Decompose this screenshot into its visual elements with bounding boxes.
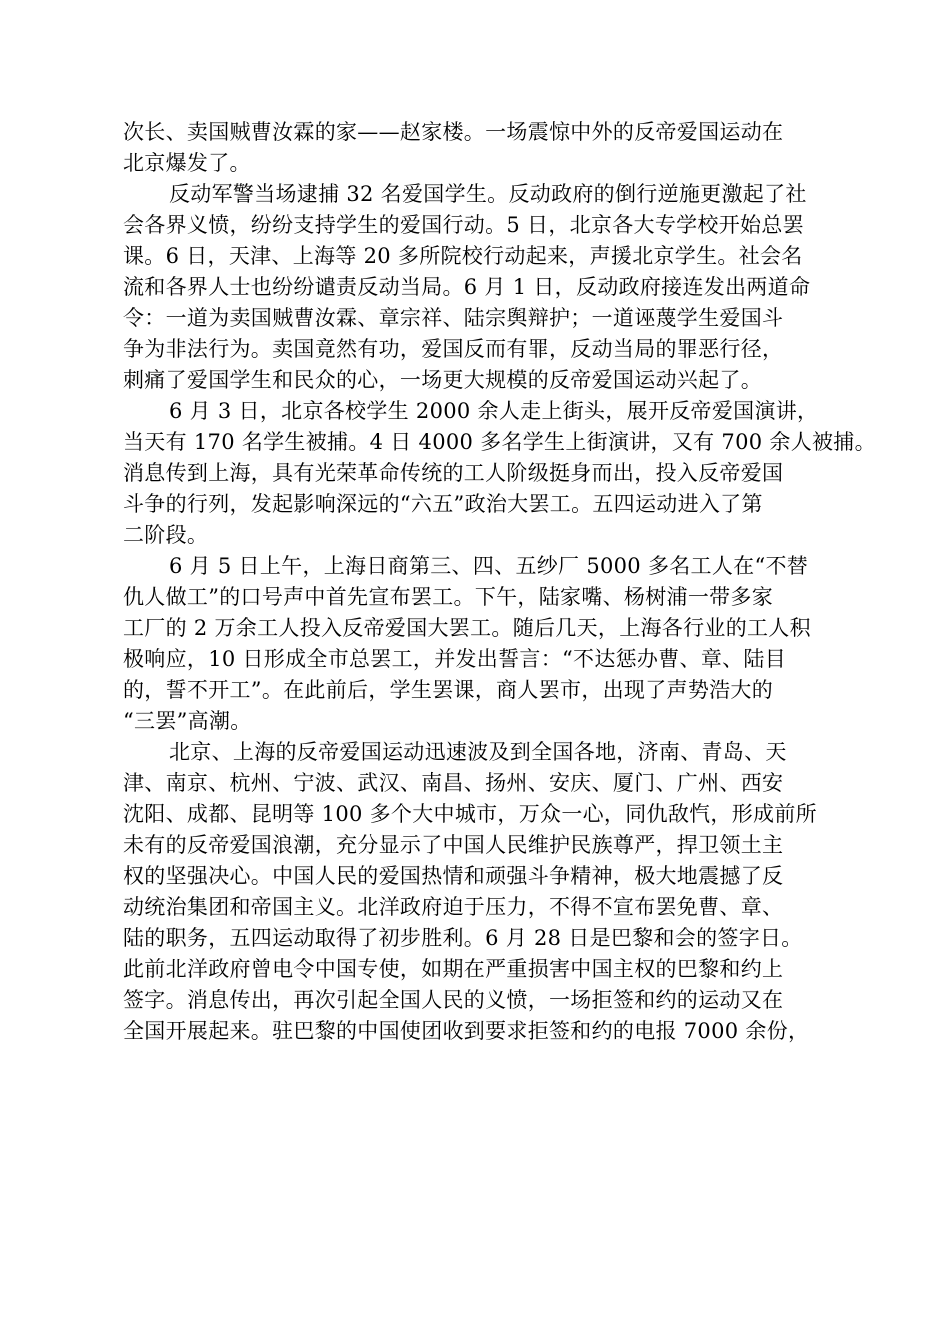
text-line: 流和各界人士也纷纷谴责反动当局。6 月 1 日，反动政府接连发出两道命 — [123, 275, 811, 299]
text-line: 反动军警当场逮捕 32 名爱国学生。反动政府的倒行逆施更激起了社 — [169, 182, 807, 206]
text-line: 津、南京、杭州、宁波、武汉、南昌、扬州、安庆、厦门、广州、西安 — [123, 771, 784, 795]
text-line: 令：一道为卖国贼曹汝霖、章宗祥、陆宗舆辩护；一道诬蔑学生爱国斗 — [123, 306, 784, 330]
text-line: 签字。消息传出，再次引起全国人民的义愤，一场拒签和约的运动又在 — [123, 988, 784, 1012]
text-line: 北京、上海的反帝爱国运动迅速波及到全国各地，济南、青岛、天 — [169, 740, 787, 764]
text-line: 此前北洋政府曾电令中国专使，如期在严重损害中国主权的巴黎和约上 — [123, 957, 784, 981]
text-line: 课。6 日，天津、上海等 20 多所院校行动起来，声援北京学生。社会名 — [123, 244, 803, 268]
text-line: 二阶段。 — [123, 523, 209, 547]
text-line: 未有的反帝爱国浪潮，充分显示了中国人民维护民族尊严，捍卫领土主 — [123, 833, 784, 857]
text-line: 当天有 170 名学生被捕。4 日 4000 多名学生上街演讲，又有 700 余人被捕。 — [123, 430, 876, 454]
body-text — [123, 117, 876, 1047]
text-line: 工厂的 2 万余工人投入反帝爱国大罢工。随后几天，上海各行业的工人积 — [123, 616, 811, 640]
text-line: 会各界义愤，纷纷支持学生的爱国行动。5 日，北京各大专学校开始总罢 — [123, 213, 804, 237]
text-line: 北京爆发了。 — [123, 151, 251, 175]
text-line: 权的坚强决心。中国人民的爱国热情和顽强斗争精神，极大地震撼了反 — [123, 864, 784, 888]
text-line: 的，誓不开工”。在此前后，学生罢课，商人罢市，出现了声势浩大的 — [123, 678, 774, 702]
text-line: 争为非法行为。卖国竟然有功，爱国反而有罪，反动当局的罪恶行径， — [123, 337, 784, 361]
paragraph-1 — [123, 117, 837, 179]
paragraph-2 — [123, 179, 837, 396]
text-line: “三罢”高潮。 — [123, 709, 252, 733]
text-line: 6 月 3 日，北京各校学生 2000 余人走上街头，展开反帝爱国演讲， — [169, 399, 819, 423]
text-line: 沈阳、成都、昆明等 100 多个大中城市，万众一心，同仇敌忾，形成前所 — [123, 802, 817, 826]
text-line: 6 月 5 日上午，上海日商第三、四、五纱厂 5000 多名工人在“不替 — [169, 554, 809, 578]
text-line: 动统治集团和帝国主义。北洋政府迫于压力，不得不宣布罢免曹、章、 — [123, 895, 784, 919]
paragraph-3 — [123, 396, 876, 551]
text-line: 极响应，10 日形成全市总罢工，并发出誓言：“不达惩办曹、章、陆目 — [123, 647, 787, 671]
paragraph-4 — [123, 551, 837, 737]
text-line: 消息传到上海，具有光荣革命传统的工人阶级挺身而出，投入反帝爱国 — [123, 461, 784, 485]
text-line: 次长、卖国贼曹汝霖的家——赵家楼。一场震惊中外的反帝爱国运动在 — [123, 120, 784, 144]
text-line: 全国开展起来。驻巴黎的中国使团收到要求拒签和约的电报 7000 余份， — [123, 1019, 810, 1043]
text-line: 仇人做工”的口号声中首先宣布罢工。下午，陆家嘴、杨树浦一带多家 — [123, 585, 774, 609]
text-line: 陆的职务，五四运动取得了初步胜利。6 月 28 日是巴黎和会的签字日。 — [123, 926, 803, 950]
text-line: 刺痛了爱国学生和民众的心，一场更大规模的反帝爱国运动兴起了。 — [123, 368, 762, 392]
paragraph-5 — [123, 737, 837, 1047]
text-line: 斗争的行列，发起影响深远的“六五”政治大罢工。五四运动进入了第 — [123, 492, 763, 516]
